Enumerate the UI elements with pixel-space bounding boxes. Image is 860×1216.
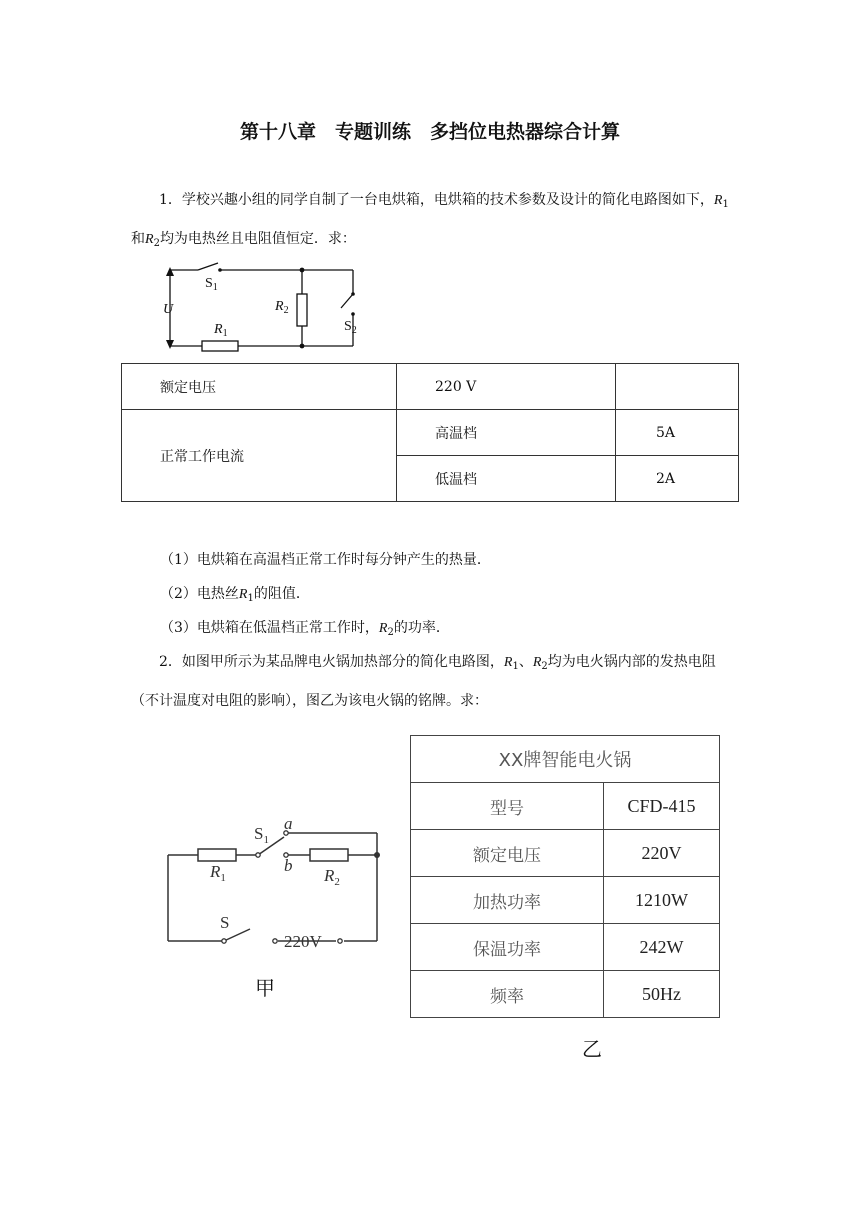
table-row xyxy=(411,877,720,924)
q1-r2-symbol: R xyxy=(145,232,154,247)
q1-stem-end: 均为电热丝且电阻值恒定．求： xyxy=(159,231,356,247)
q2-r2-label: R xyxy=(324,866,335,885)
frequency-value: 50Hz xyxy=(604,971,720,1018)
sub3-r-symbol: R xyxy=(378,621,388,636)
q1-sub-question-1: （1）电烘箱在高温档正常工作时每分钟产生的热量． xyxy=(160,552,491,568)
table-row xyxy=(411,736,720,783)
q1-r1-subscript: 1 xyxy=(722,199,729,210)
table-row xyxy=(122,364,739,410)
figure-b-label: 乙 xyxy=(582,1037,602,1061)
question-1-text xyxy=(131,183,741,261)
q2-terminal-a: a xyxy=(284,815,293,833)
q1-sub-question-3 xyxy=(160,617,450,638)
svg-text:S1 xyxy=(254,824,269,846)
q2-r2-sub: 2 xyxy=(334,876,340,888)
heating-power-label: 加热功率 xyxy=(411,877,604,924)
model-label: 型号 xyxy=(411,783,604,830)
model-value: CFD-415 xyxy=(604,783,720,830)
keep-warm-power-value: 242W xyxy=(604,924,720,971)
sub2-suffix: 的阻值． xyxy=(253,586,310,602)
q2-stem-a: 如图甲所示为某品牌电火锅加热部分的简化电路图， xyxy=(181,654,504,670)
svg-text:R2 xyxy=(274,299,289,316)
question-1-number: 1． xyxy=(159,192,182,208)
q2-stem-b: 均为电火锅内部的发热电阻（不计温度对电阻的影响），图乙为该电火锅的铭牌。求： xyxy=(131,654,716,709)
low-setting-label: 低温档 xyxy=(397,456,616,502)
q1-and: 和 xyxy=(131,231,145,247)
keep-warm-power-label: 保温功率 xyxy=(411,924,604,971)
empty-cell xyxy=(616,364,739,410)
q2-terminal-b: b xyxy=(284,856,293,875)
page-title: 第十八章 专题训练 多挡位电热器综合计算 xyxy=(239,121,620,143)
question-1-stem: 学校兴趣小组的同学自制了一台电烘箱，电烘箱的技术参数及设计的简化电路图如下， xyxy=(181,192,714,208)
q2-s1-label: S xyxy=(254,824,264,843)
table-row xyxy=(411,971,720,1018)
svg-text:R1 xyxy=(213,322,228,339)
figure-a-label: 甲 xyxy=(255,976,275,1000)
high-setting-value: 5A xyxy=(616,410,739,456)
nameplate-header: XX牌智能电火锅 xyxy=(411,736,720,783)
sub2-r-symbol: R xyxy=(238,587,248,602)
sub2-prefix: （2）电热丝 xyxy=(160,586,239,602)
svg-text:S1 xyxy=(205,276,218,293)
q2-r1-symbol: R xyxy=(503,655,513,670)
question-2-text xyxy=(131,645,741,718)
rated-voltage-value: 220V xyxy=(604,830,720,877)
low-setting-value: 2A xyxy=(616,456,739,502)
q2-s-label: S xyxy=(220,913,230,932)
nameplate-table xyxy=(410,735,720,1018)
table-row xyxy=(411,924,720,971)
rated-voltage-label: 额定电压 xyxy=(122,364,397,410)
heating-power-value: 1210W xyxy=(604,877,720,924)
table-row xyxy=(411,783,720,830)
sub3-suffix: 的功率． xyxy=(393,620,450,636)
q2-voltage-label: 220V xyxy=(284,932,322,951)
sub2-r-subscript: 1 xyxy=(247,593,254,604)
q1-s1-label: S xyxy=(205,276,213,291)
q1-s2-sub: 2 xyxy=(351,325,357,336)
q1-parameter-table xyxy=(121,363,739,502)
frequency-label: 频率 xyxy=(411,971,604,1018)
high-setting-label: 高温档 xyxy=(397,410,616,456)
q1-sub-question-2 xyxy=(160,583,310,604)
q2-r2-symbol: R xyxy=(532,655,542,670)
q1-r1-label: R xyxy=(214,322,223,337)
svg-text:S2 xyxy=(344,319,357,336)
q1-r2-label: R xyxy=(275,299,284,314)
q2-s1-sub: 1 xyxy=(263,834,269,846)
q1-s1-sub: 1 xyxy=(212,282,218,293)
q1-r1-symbol: R xyxy=(713,193,723,208)
sub3-prefix: （3）电烘箱在低温档正常工作时， xyxy=(160,620,379,636)
svg-text:R1 xyxy=(209,862,226,884)
q2-r2-subscript: 2 xyxy=(541,661,548,672)
q2-circuit-diagram xyxy=(160,815,400,955)
rated-voltage-value: 220 V xyxy=(397,364,616,410)
q1-r2-sub: 2 xyxy=(283,305,289,316)
q2-r1-label: R xyxy=(210,862,221,881)
q1-r1-sub: 1 xyxy=(222,328,228,339)
svg-text:R2 xyxy=(323,866,340,888)
sub3-r-subscript: 2 xyxy=(387,627,394,638)
table-row xyxy=(122,410,739,456)
table-row xyxy=(411,830,720,877)
working-current-label: 正常工作电流 xyxy=(122,410,397,502)
q2-sep: 、 xyxy=(518,654,533,670)
q1-r2-subscript: 2 xyxy=(153,238,160,249)
q1-s2-label: S xyxy=(344,319,352,334)
q2-r1-sub: 1 xyxy=(220,872,226,884)
q2-r1-subscript: 1 xyxy=(512,661,519,672)
question-2-number: 2． xyxy=(159,654,182,670)
q1-u-label: U xyxy=(163,302,174,317)
rated-voltage-label: 额定电压 xyxy=(411,830,604,877)
q1-circuit-diagram xyxy=(160,258,360,358)
